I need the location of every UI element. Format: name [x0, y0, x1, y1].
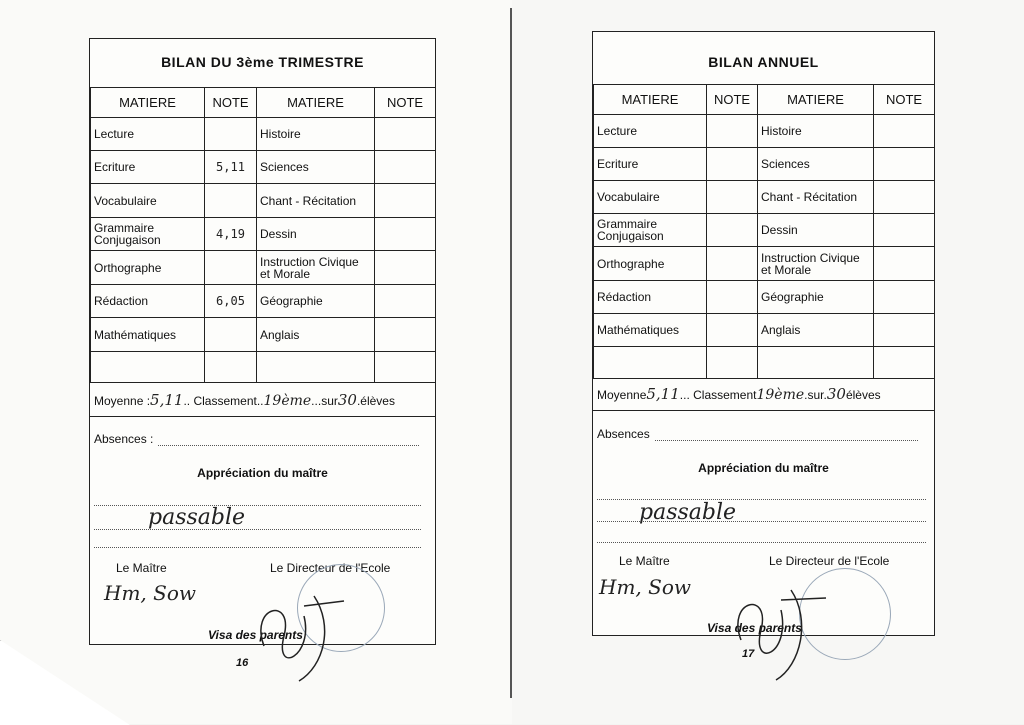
note-cell	[707, 281, 758, 314]
visa-label: Visa des parents	[707, 621, 802, 635]
subject-cell: Histoire	[758, 115, 874, 148]
note-cell	[874, 181, 935, 214]
note-cell	[375, 184, 436, 218]
moyenne-line: Moyenne5,11... Classement19ème.sur.30élèves	[597, 385, 881, 403]
note-cell	[375, 285, 436, 318]
note-cell: 5,11	[205, 151, 257, 184]
appreciation-title: Appréciation du maître	[197, 466, 328, 480]
sur-label: sur	[321, 394, 338, 408]
bilan-trimestre-card	[89, 38, 436, 645]
header-matiere-1: MATIERE	[91, 88, 205, 118]
note-cell	[707, 347, 758, 379]
note-cell	[375, 251, 436, 285]
subject-cell: Orthographe	[91, 251, 205, 285]
subject-cell	[91, 352, 205, 383]
note-cell	[874, 247, 935, 281]
card-title: BILAN DU 3ème TRIMESTRE	[161, 54, 364, 70]
table-row	[594, 181, 935, 214]
subject-cell: Géographie	[758, 281, 874, 314]
subject-cell	[594, 347, 707, 379]
appreciation-value: passable	[639, 500, 737, 525]
note-cell	[707, 314, 758, 347]
directeur-label: Le Directeur de l'Ecole	[270, 561, 391, 575]
sur-value: 30	[337, 391, 357, 409]
subject-cell	[758, 347, 874, 379]
maitre-label: Le Maître	[116, 561, 167, 575]
subject-cell: Lecture	[594, 115, 707, 148]
header-note-1: NOTE	[205, 88, 257, 118]
moyenne-line: Moyenne :5,11.. Classement..19ème...sur30.élèves	[94, 391, 395, 409]
subject-cell: Orthographe	[594, 247, 707, 281]
sur-value: 30	[826, 385, 846, 403]
note-cell	[205, 318, 257, 352]
subject-cell: Ecriture	[91, 151, 205, 184]
absences-label: Absences	[597, 427, 650, 441]
table-row	[594, 314, 935, 347]
subject-cell: Anglais	[257, 318, 375, 352]
table-row	[594, 247, 935, 281]
subject-cell	[257, 352, 375, 383]
table-row	[594, 148, 935, 181]
subject-cell: Lecture	[91, 118, 205, 151]
moyenne-value: 5,11	[150, 391, 184, 409]
directeur-label: Le Directeur de l'Ecole	[769, 554, 890, 568]
table-row	[91, 251, 436, 285]
table-header-row	[594, 85, 935, 115]
moyenne-label: Moyenne	[94, 394, 144, 408]
note-cell	[205, 184, 257, 218]
subject-cell: Rédaction	[91, 285, 205, 318]
note-cell	[874, 148, 935, 181]
subject-cell: Vocabulaire	[594, 181, 707, 214]
note-cell	[707, 247, 758, 281]
subject-cell: Dessin	[257, 218, 375, 251]
subject-cell: Dessin	[758, 214, 874, 247]
table-body	[91, 118, 436, 383]
subject-cell: Instruction Civique et Morale	[257, 251, 375, 285]
director-signature	[716, 580, 836, 690]
maitre-signature: Hm, Sow	[599, 575, 691, 599]
subject-cell: Sciences	[257, 151, 375, 184]
note-cell	[205, 352, 257, 383]
subject-cell: Ecriture	[594, 148, 707, 181]
page-number: 16	[236, 657, 249, 669]
note-cell	[874, 115, 935, 148]
header-matiere-1: MATIERE	[594, 85, 707, 115]
subject-cell: Rédaction	[594, 281, 707, 314]
grades-table	[90, 87, 436, 383]
table-row	[594, 347, 935, 379]
sur-label: sur	[807, 388, 824, 402]
absences-dots	[158, 445, 419, 446]
maitre-label: Le Maître	[619, 554, 670, 568]
visa-label: Visa des parents	[208, 628, 303, 642]
classement-value: 19ème	[756, 387, 805, 403]
eleves-label: élèves	[360, 394, 395, 408]
card-title: BILAN ANNUEL	[708, 54, 819, 70]
table-row	[91, 318, 436, 352]
note-cell	[707, 181, 758, 214]
director-signature	[244, 586, 354, 686]
table-row	[91, 352, 436, 383]
note-cell	[375, 151, 436, 184]
note-cell	[874, 314, 935, 347]
subject-cell: Chant - Récitation	[758, 181, 874, 214]
page-number: 17	[742, 648, 755, 660]
note-cell	[874, 281, 935, 314]
page-fold	[510, 8, 512, 698]
table-row	[594, 214, 935, 247]
absences-dots	[655, 440, 918, 441]
note-cell: 6,05	[205, 285, 257, 318]
note-cell	[205, 251, 257, 285]
subject-cell: Mathématiques	[91, 318, 205, 352]
table-row	[91, 184, 436, 218]
subject-cell: Grammaire Conjugaison	[594, 214, 707, 247]
subject-cell: Géographie	[257, 285, 375, 318]
note-cell	[205, 118, 257, 151]
table-header-row	[91, 88, 436, 118]
classement-label: Classement	[193, 394, 257, 408]
subject-cell: Grammaire Conjugaison	[91, 218, 205, 251]
note-cell	[707, 148, 758, 181]
table-body	[594, 115, 935, 379]
maitre-signature: Hm, Sow	[104, 581, 196, 605]
subject-cell: Histoire	[257, 118, 375, 151]
note-cell	[707, 214, 758, 247]
eleves-label: élèves	[845, 388, 881, 402]
bilan-annuel-card	[592, 31, 935, 636]
grades-table	[593, 84, 935, 379]
appreciation-title: Appréciation du maître	[698, 461, 829, 475]
header-note-2: NOTE	[375, 88, 436, 118]
note-cell	[375, 352, 436, 383]
table-row	[91, 118, 436, 151]
note-cell	[707, 115, 758, 148]
appreciation-value: passable	[148, 505, 246, 530]
moyenne-value: 5,11	[646, 385, 680, 403]
header-note-1: NOTE	[707, 85, 758, 115]
note-cell	[375, 218, 436, 251]
table-row	[594, 115, 935, 148]
subject-cell: Mathématiques	[594, 314, 707, 347]
absences-label: Absences :	[94, 432, 154, 446]
header-matiere-2: MATIERE	[758, 85, 874, 115]
table-row	[91, 218, 436, 251]
note-cell	[375, 118, 436, 151]
note-cell	[874, 214, 935, 247]
subject-cell: Sciences	[758, 148, 874, 181]
table-row	[594, 281, 935, 314]
subject-cell: Instruction Civique et Morale	[758, 247, 874, 281]
classement-label: Classement	[693, 388, 757, 402]
table-row	[91, 285, 436, 318]
subject-cell: Vocabulaire	[91, 184, 205, 218]
classement-value: 19ème	[263, 393, 312, 409]
subject-cell: Chant - Récitation	[257, 184, 375, 218]
header-note-2: NOTE	[874, 85, 935, 115]
note-cell: 4,19	[205, 218, 257, 251]
subject-cell: Anglais	[758, 314, 874, 347]
note-cell	[375, 318, 436, 352]
note-cell	[874, 347, 935, 379]
header-matiere-2: MATIERE	[257, 88, 375, 118]
table-row	[91, 151, 436, 184]
moyenne-label: Moyenne	[597, 388, 647, 402]
